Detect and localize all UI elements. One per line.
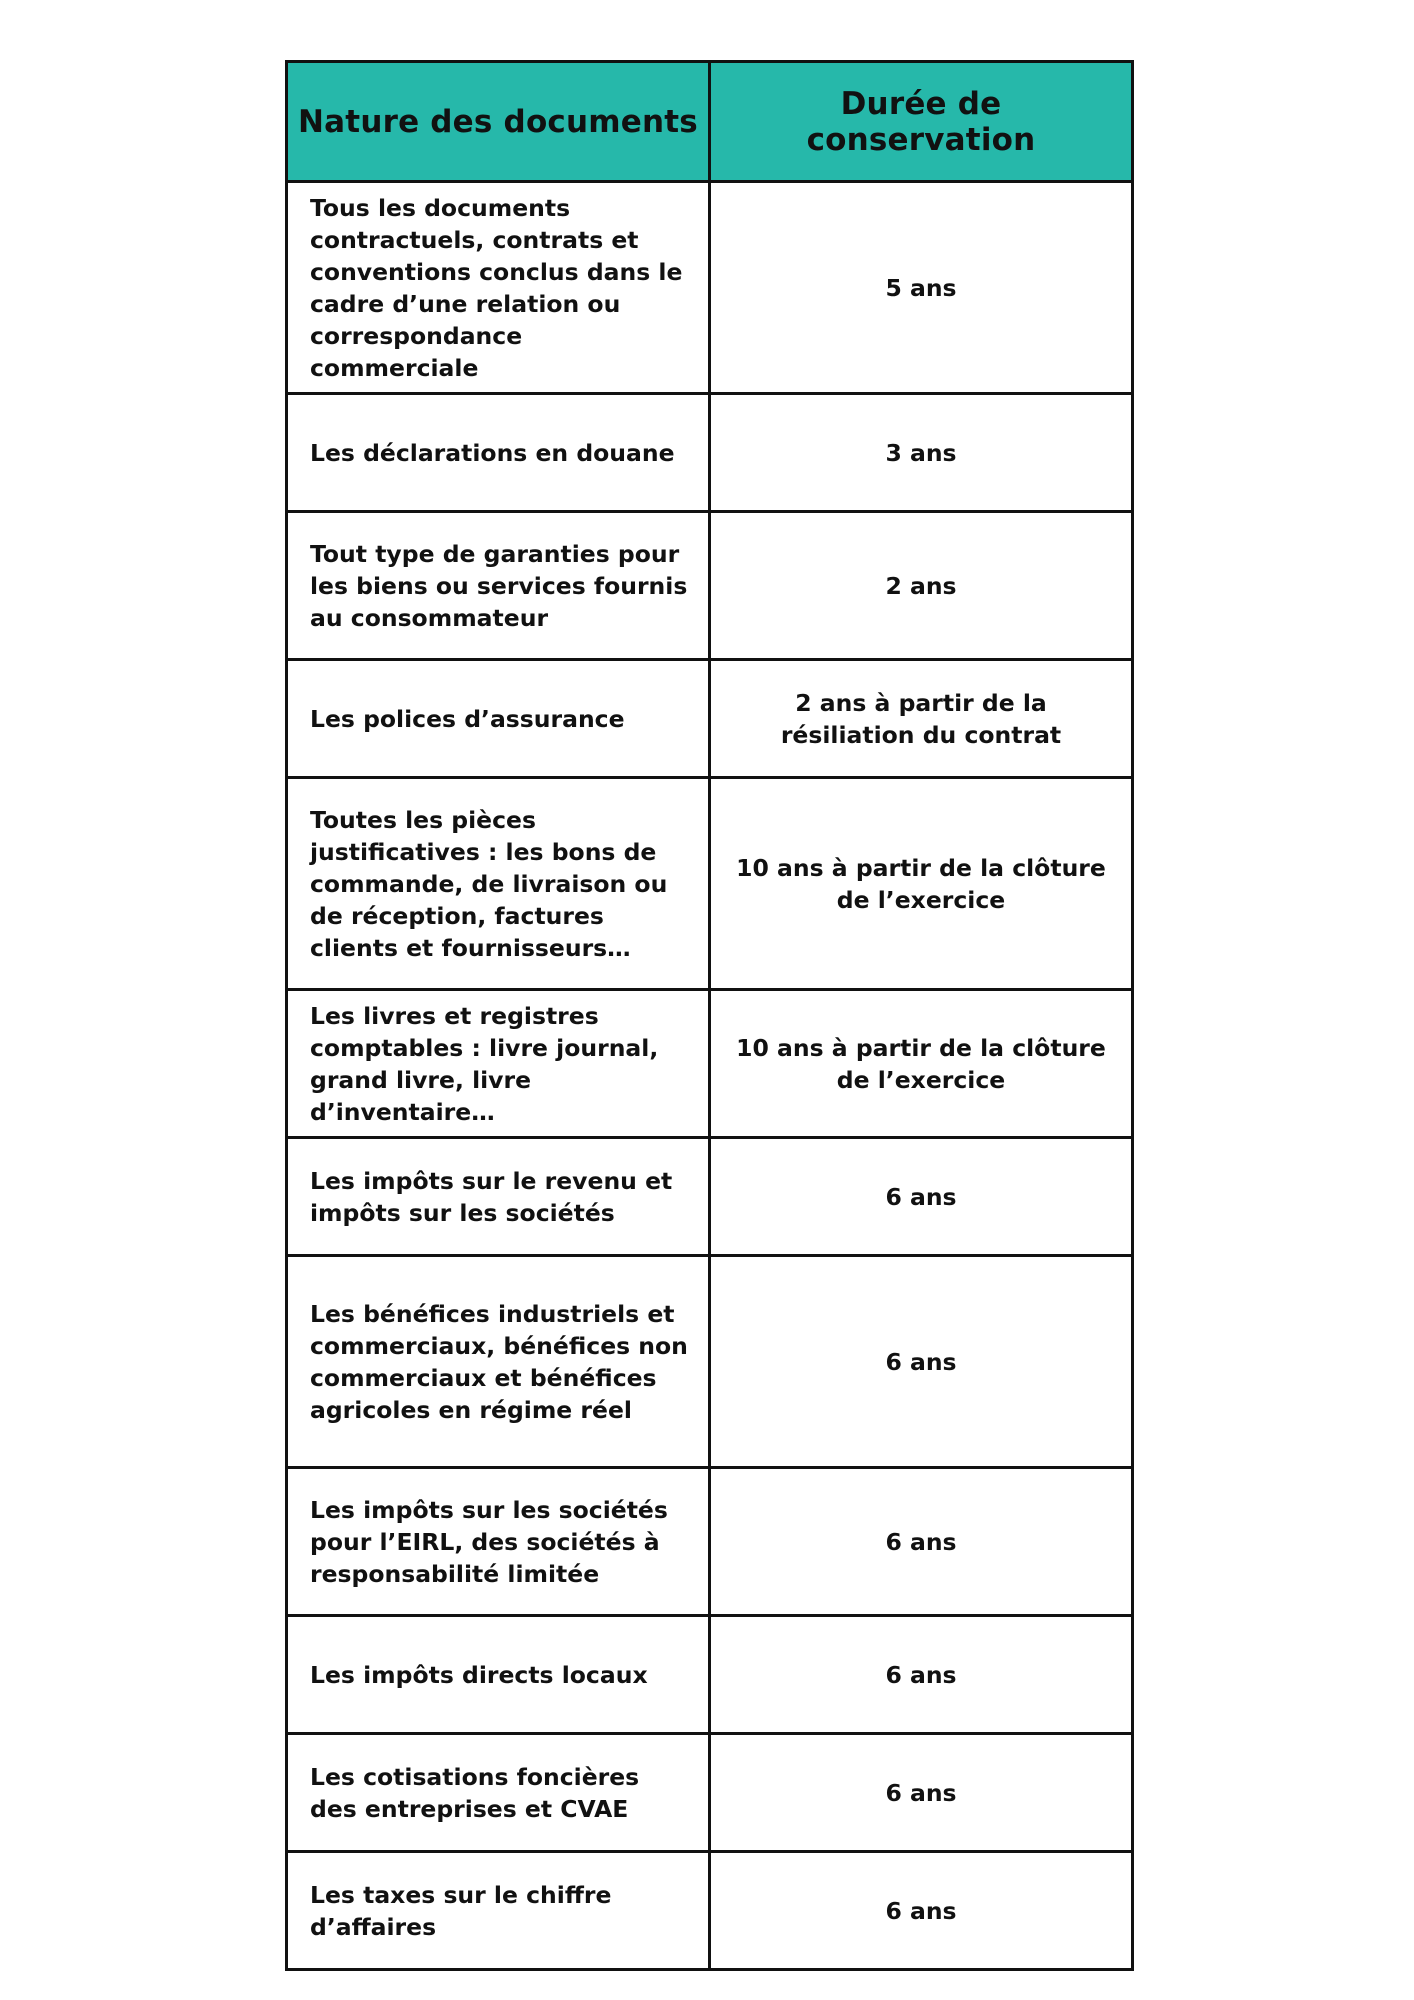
table-row [287,660,1133,778]
nature-cell: Tous les documents contractuels, contrats et conventions conclus dans le cadre d’une relation ou correspondance commerciale [287,182,710,394]
table-row [287,182,1133,394]
header-nature: Nature des documents [287,62,710,182]
header-duree: Durée de conservation [710,62,1133,182]
retention-table [285,60,1134,1971]
table-row [287,394,1133,512]
duree-cell: 10 ans à partir de la clôture de l’exercice [710,778,1133,990]
duree-cell: 6 ans [710,1734,1133,1852]
table-row [287,1616,1133,1734]
duree-cell: 2 ans [710,512,1133,660]
table-row [287,1468,1133,1616]
duree-cell: 6 ans [710,1138,1133,1256]
nature-cell: Les bénéfices industriels et commerciaux, bénéfices non commerciaux et bénéfices agricoles en régime réel [287,1256,710,1468]
nature-cell: Toutes les pièces justificatives : les bons de commande, de livraison ou de réception, factures clients et fournisseurs… [287,778,710,990]
table-row [287,1256,1133,1468]
nature-cell: Les impôts directs locaux [287,1616,710,1734]
header-row [287,62,1133,182]
table-row [287,1734,1133,1852]
nature-cell: Les polices d’assurance [287,660,710,778]
table-row [287,778,1133,990]
table-row [287,1852,1133,1970]
nature-cell: Les impôts sur le revenu et impôts sur les sociétés [287,1138,710,1256]
duree-cell: 5 ans [710,182,1133,394]
duree-cell: 6 ans [710,1468,1133,1616]
table-row [287,990,1133,1138]
table-row [287,1138,1133,1256]
nature-cell: Les impôts sur les sociétés pour l’EIRL, des sociétés à responsabilité limitée [287,1468,710,1616]
nature-cell: Les taxes sur le chiffre d’affaires [287,1852,710,1970]
duree-cell: 6 ans [710,1852,1133,1970]
duree-cell: 6 ans [710,1616,1133,1734]
table-row [287,512,1133,660]
nature-cell: Tout type de garanties pour les biens ou services fournis au consommateur [287,512,710,660]
nature-cell: Les déclarations en douane [287,394,710,512]
duree-cell: 6 ans [710,1256,1133,1468]
duree-cell: 3 ans [710,394,1133,512]
duree-cell: 2 ans à partir de la résiliation du contrat [710,660,1133,778]
nature-cell: Les livres et registres comptables : livre journal, grand livre, livre d’inventaire… [287,990,710,1138]
nature-cell: Les cotisations foncières des entreprises et CVAE [287,1734,710,1852]
duree-cell: 10 ans à partir de la clôture de l’exercice [710,990,1133,1138]
